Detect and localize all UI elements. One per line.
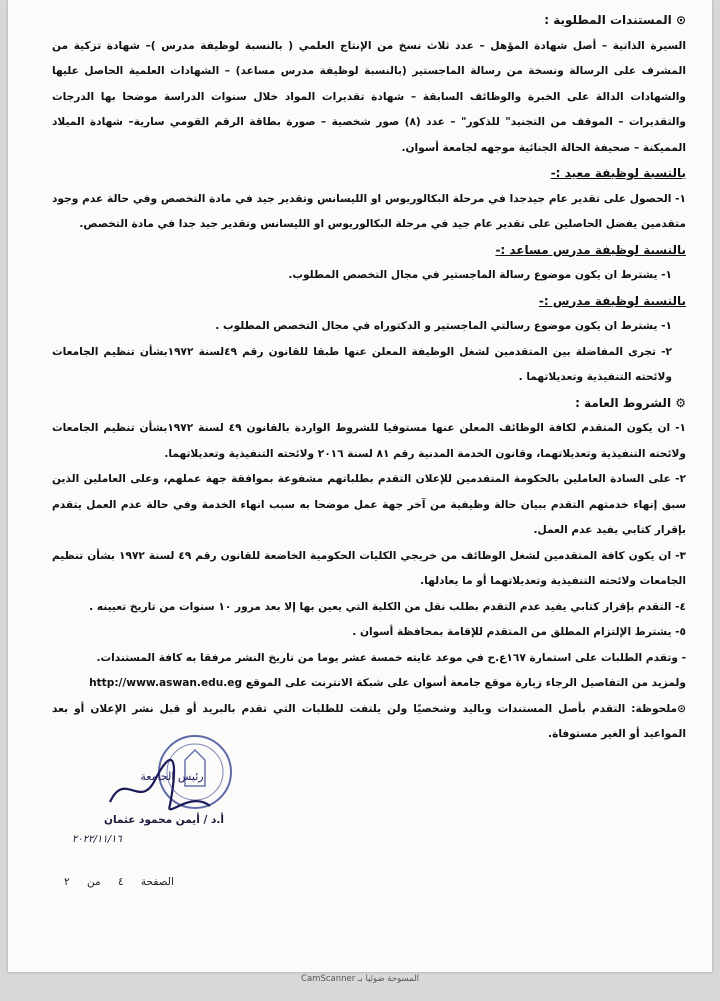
lecturer-item-2: ٢- تجرى المفاضلة بين المتقدمين لشغل الوظيفة المعلن عنها طبقا للقانون رقم ٤٩لسنة ١٩٧٢بشأن تنظيم الجامعات ولائحته التنفيذية وتعديلاتهما . <box>52 345 672 383</box>
general-conditions-title: الشروط العامة : <box>575 395 672 410</box>
general-item-5: ٥- يشترط الإلتزام المطلق من المتقدم للإقامة بمحافظة أسوان . <box>352 626 686 638</box>
moeed-heading: بالنسبة لوظيفة معيد :- <box>550 166 686 180</box>
note-line: ⊙ملحوظة: التقدم بأصل المستندات وباليد وشخصيًا ولن يلتفت للطلبات التي تقدم بالبريد أو قبل نشر الإعلان أو بعد المواعيد أو الغير مستوفاة. <box>52 702 686 740</box>
moeed-item-1: ١- الحصول على تقدير عام جيدجدا في مرحلة البكالوريوس او الليسانس وتقدير جيد في مادة التخصص وفي حالة عدم وجود متقدمين يفضل الحاصلين على تقدير عام جيد في مرحلة البكالوريوس او الليسانس وتقدير جيد جدا في مادة التخصص. <box>52 192 686 230</box>
note-text: ملحوظة: التقدم بأصل المستندات وباليد وشخصيًا ولن يلتفت للطلبات التي تقدم بالبريد أو قبل نشر الإعلان أو بعد المواعيد أو الغير مستوفاة. <box>52 702 686 740</box>
scanner-footer: CamScanner المسوحة ضوئيا بـ <box>301 974 419 984</box>
general-item-2: ٢- على السادة العاملين بالحكومة المتقدمين للإعلان التقدم بطلباتهم مشفوعة بموافقة جهة عملهم، وعلى العاملين الذين سبق إنهاء خدمتهم التقدم ببيان حالة وظيفية من آخر جهة عمل موضحا به سبب انهاء الخدمة وفي حالة عدم العمل يتقدم بإقرار كتابي يفيد عدم العمل. <box>52 473 686 536</box>
general-item-4: ٤- التقدم بإقرار كتابي يفيد عدم التقدم بطلب نقل من الكلية التي يعين بها إلا بعد مرور ١٠ سنوات من تاريخ تعيينه . <box>89 600 686 613</box>
general-item-3: ٣- ان يكون كافة المتقدمين لشغل الوظائف من خريجي الكليات الحكومية الخاضعة للقانون رقم ٤٩ لسنة ١٩٧٢ بشأن تنظيم الجامعات ولائحته التنفيذية وتعديلاتهما أو ما يعادلها. <box>52 549 686 587</box>
signatory-name: أ.د / أيمن محمود عثمان <box>104 814 224 826</box>
document-page <box>8 0 712 972</box>
signature-date: ٢٠٢٢/١١/١٦ <box>72 834 122 845</box>
lecturer-item-1: ١- يشترط ان يكون موضوع رسالتي الماجستير و الدكتوراه في مجال التخصص المطلوب . <box>215 320 672 332</box>
required-docs-text: السيرة الذاتية – أصل شهادة المؤهل – عدد ثلاث نسخ من الإنتاج العلمي ( بالنسبة لوظيفة مدرس )– شهادة تزكية من المشرف على الرسالة ونسخة من رسالة الماجستير (بالنسبة لوظيفة مدرس مساعد) – الشهادات العلمية الحاصل عليها والشهادات الدالة على الخبرة والوظائف السابقة – شهادة تقديرات المواد خلال سنوات الدراسة موضحا بها الدرجات والتقديرات – الموقف من التجنيد" للذكور" – عدد (٨) صور شخصية – صورة بطاقة الرقم القومي سارية– شهادة الميلاد المميكنة – صحيفة الحالة الجنائية موجهه لجامعة أسوان. <box>52 39 686 154</box>
general-item-1: ١- ان يكون المتقدم لكافة الوظائف المعلن عنها مستوفيا للشروط الواردة بالقانون ٤٩ لسنة ١٩٧٢بشأن تنظيم الجامعات ولائحته التنفيذية وتعديلاتهما، وقانون الخدمة المدنية رقم ٨١ لسنة ٢٠١٦ ولائحته التنفيذية وتعديلاتهما. <box>52 422 686 460</box>
required-docs-heading: ⊙ المستندات المطلوبة : <box>544 13 686 27</box>
more-info-line <box>52 671 686 697</box>
required-docs-title: المستندات المطلوبة : <box>544 13 672 27</box>
lecturer-heading: بالنسبة لوظيفة مدرس :- <box>538 293 686 308</box>
more-info-text: ولمزيد من التفاصيل الرجاء زيارة موقع جامعة أسوان على شبكة الانترنت على الموقع <box>245 677 686 689</box>
page-number: الصفحة ٤ من ٢ <box>64 876 174 888</box>
submission-deadline: - وتقدم الطلبات على استمارة ١٦٧ع.ح في موعد غايته خمسة عشر يوما من تاريخ النشر مرفقا به كافة المستندات. <box>96 651 686 664</box>
website-link[interactable]: http://www.aswan.edu.eg <box>89 677 243 689</box>
document-body <box>52 8 686 748</box>
university-stamp-and-signature <box>100 710 250 850</box>
assistant-lecturer-item-1: ١- يشترط ان يكون موضوع رسالة الماجستير في مجال التخصص المطلوب. <box>288 269 672 281</box>
assistant-lecturer-heading: بالنسبة لوظيفة مدرس مساعد :- <box>495 242 686 257</box>
stamp-title: رئيس الجامعة <box>140 770 204 783</box>
general-conditions-heading: ⚙ الشروط العامة : <box>575 395 686 410</box>
